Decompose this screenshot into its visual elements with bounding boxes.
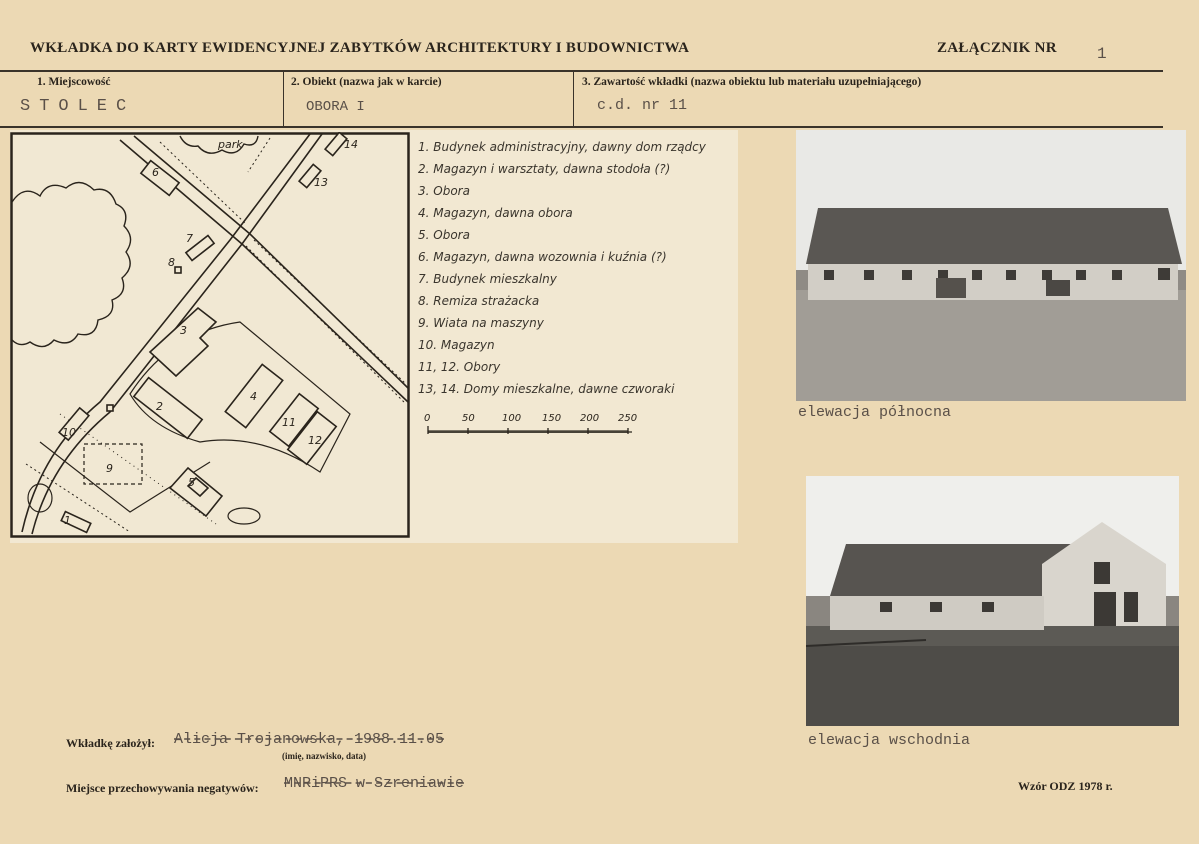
- legend-item: 10. Magazyn: [418, 338, 495, 352]
- legend-item: 1. Budynek administracyjny, dawny dom rządcy: [418, 140, 706, 154]
- locality-label: 1. Miejscowość: [37, 76, 111, 88]
- object-value: OBORA I: [306, 99, 365, 115]
- header-rule-bottom: [0, 126, 1163, 128]
- field-divider-2: [573, 70, 574, 126]
- founder-label: Wkładkę założył:: [66, 736, 155, 750]
- building-number-4: 4: [250, 390, 257, 403]
- founder-hint: (imię, nazwisko, data): [282, 751, 366, 761]
- locality-value: STOLEC: [20, 97, 136, 116]
- content-label: 3. Zawartość wkładki (nazwa obiektu lub materiału uzupełniającego): [582, 76, 922, 88]
- building-number-10: 10: [62, 426, 76, 439]
- photo-caption-north: elewacja północna: [798, 404, 952, 421]
- content-value: c.d. nr 11: [597, 97, 688, 114]
- building-number-5: 5: [188, 476, 195, 489]
- scale-label: 250: [618, 413, 638, 424]
- legend-item: 13, 14. Domy mieszkalne, dawne czworaki: [418, 382, 675, 396]
- scale-label: 100: [502, 413, 522, 424]
- legend-item: 3. Obora: [418, 184, 470, 198]
- founder-value: Alicja Trojanowska, 1988.11.05: [174, 731, 445, 748]
- legend-item: 5. Obora: [418, 228, 470, 242]
- legend-item: 11, 12. Obory: [418, 360, 501, 374]
- scale-label: 200: [580, 413, 600, 424]
- storage-label: Miejsce przechowywania negatywów:: [66, 781, 259, 795]
- document-title: WKŁADKA DO KARTY EWIDENCYJNEJ ZABYTKÓW ARCHITEKTURY I BUDOWNICTWA: [30, 40, 690, 56]
- legend-item: 8. Remiza strażacka: [418, 294, 540, 308]
- photo-east-elevation: [806, 476, 1179, 726]
- building-number-12: 12: [308, 434, 322, 447]
- annex-number: 1: [1097, 45, 1107, 63]
- building-number-11: 11: [282, 416, 296, 429]
- building-number-8: 8: [168, 256, 175, 269]
- site-plan-map: [10, 132, 410, 538]
- building-number-1: 1: [64, 514, 71, 527]
- form-version-label: Wzór ODZ 1978 r.: [1018, 779, 1113, 793]
- legend-item: 6. Magazyn, dawna wozownia i kuźnia (?): [418, 250, 667, 264]
- building-number-2: 2: [156, 400, 163, 413]
- scale-label: 50: [462, 413, 475, 424]
- header-rule-top: [0, 70, 1163, 72]
- legend-item: 9. Wiata na maszyny: [418, 316, 544, 330]
- legend-item: 2. Magazyn i warsztaty, dawna stodoła (?): [418, 162, 671, 176]
- scale-label: 0: [424, 413, 431, 424]
- storage-value: MNRiPRS w Szreniawie: [284, 775, 465, 792]
- park-label: park: [218, 138, 243, 151]
- field-divider-1: [283, 70, 284, 126]
- object-label: 2. Obiekt (nazwa jak w karcie): [291, 76, 442, 88]
- building-number-9: 9: [106, 462, 113, 475]
- photo-caption-east: elewacja wschodnia: [808, 732, 971, 749]
- scale-label: 150: [542, 413, 562, 424]
- legend-item: 7. Budynek mieszkalny: [418, 272, 557, 286]
- photo-north-elevation: [796, 130, 1186, 401]
- building-number-3: 3: [180, 324, 187, 337]
- map-legend: [418, 140, 738, 400]
- building-number-7: 7: [186, 232, 193, 245]
- building-number-13: 13: [314, 176, 328, 189]
- building-number-6: 6: [152, 166, 159, 179]
- legend-item: 4. Magazyn, dawna obora: [418, 206, 573, 220]
- map-scale-bar: [422, 410, 642, 440]
- building-number-14: 14: [344, 138, 358, 151]
- annex-label: ZAŁĄCZNIK NR: [937, 40, 1057, 56]
